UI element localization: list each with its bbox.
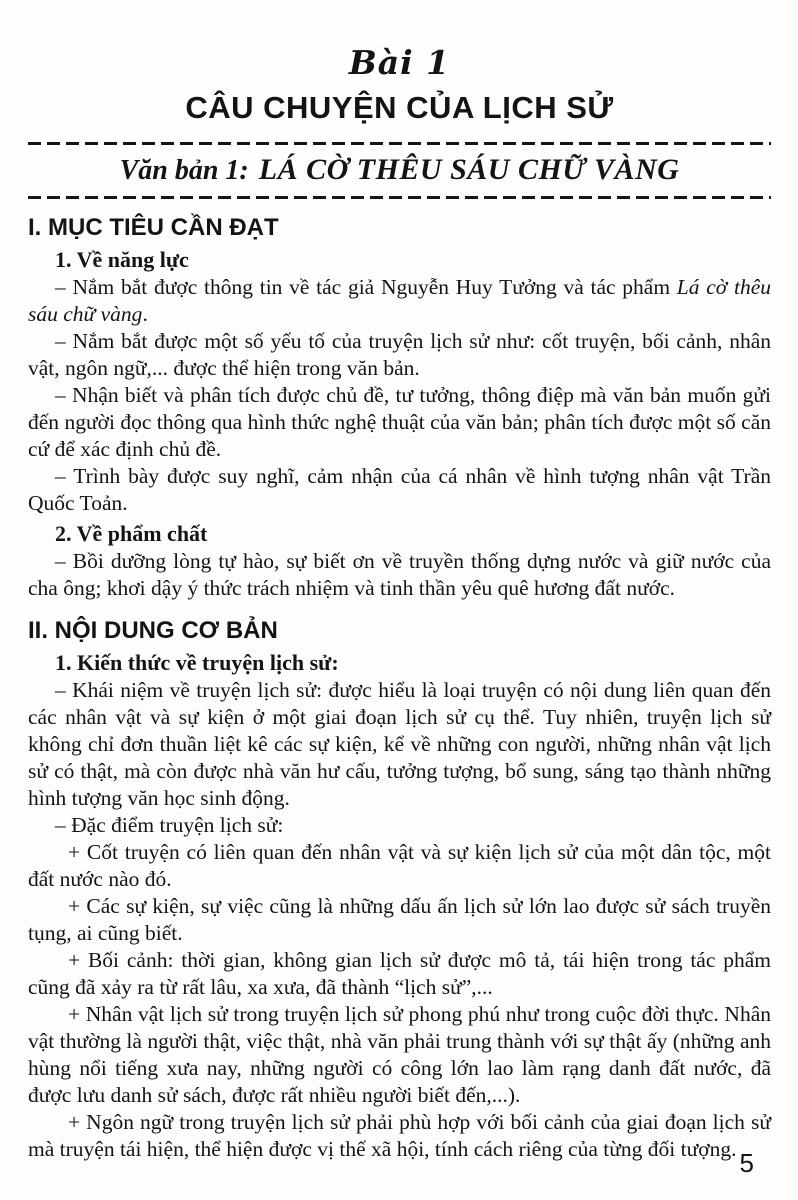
lesson-label: Bài 1 <box>348 43 451 82</box>
paragraph <box>28 274 771 328</box>
paragraph: – Nắm bắt được một số yếu tố của truyện lịch sử như: cốt truyện, bối cảnh, nhân vật, ngôn ngữ,... được thể hiện trong văn bản. <box>28 329 771 380</box>
sub-heading-kien-thuc: 1. Kiến thức về truyện lịch sử: <box>55 650 339 675</box>
page-title: CÂU CHUYỆN CỦA LỊCH SỬ <box>185 90 614 125</box>
dashed-divider-bottom <box>28 196 771 199</box>
paragraph: + Bối cảnh: thời gian, không gian lịch sử được mô tả, tái hiện trong tác phẩm cũng đã xảy ra từ rất lâu, xa xưa, đã thành “lịch sử”,... <box>28 948 771 999</box>
banner-title: LÁ CỜ THÊU SÁU CHỮ VÀNG <box>258 153 680 186</box>
paragraph: – Trình bày được suy nghĩ, cảm nhận của cá nhân về hình tượng nhân vật Trần Quốc Toản. <box>28 464 771 515</box>
paragraph: + Nhân vật lịch sử trong truyện lịch sử phong phú như trong cuộc đời thực. Nhân vật thường là người thật, việc thật, nhà văn phải trung thành với sự thật ấy (những anh hùng nổi tiếng xưa nay, những người có công lớn lao làm rạng danh đất nước, đã được lưu danh sử sách, được rất nhiều người biết đến,...). <box>28 1002 771 1107</box>
paragraph: + Các sự kiện, sự việc cũng là những dấu ấn lịch sử lớn lao được sử sách truyền tụng, ai cũng biết. <box>28 894 771 945</box>
section-heading-noi-dung: II. NỘI DUNG CƠ BẢN <box>28 617 278 644</box>
paragraph-text: . <box>142 302 148 326</box>
paragraph: + Cốt truyện có liên quan đến nhân vật và sự kiện lịch sử của một dân tộc, một đất nước nào đó. <box>28 840 771 891</box>
sub-heading-pham-chat: 2. Về phẩm chất <box>55 521 208 546</box>
paragraph: + Ngôn ngữ trong truyện lịch sử phải phù hợp với bối cảnh của giai đoạn lịch sử mà truyện tái hiện, thể hiện được vị thế xã hội, tính cách riêng của từng đối tượng. <box>28 1110 771 1161</box>
banner-prefix: Văn bản 1: <box>119 155 249 186</box>
section-heading-muc-tieu: I. MỤC TIÊU CẦN ĐẠT <box>28 214 279 241</box>
paragraph-text: – Nắm bắt được thông tin về tác giả Nguyễn Huy Tưởng và tác phẩm <box>55 275 677 299</box>
paragraph: – Bồi dưỡng lòng tự hào, sự biết ơn về truyền thống dựng nước và giữ nước của cha ông; khơi dậy ý thức trách nhiệm và tinh thần yêu quê hương đất nước. <box>28 549 771 600</box>
banner-text <box>28 145 771 196</box>
paragraph: – Nhận biết và phân tích được chủ đề, tư tưởng, thông điệp mà văn bản muốn gửi đến người đọc thông qua hình thức nghệ thuật của văn bản; phân tích được một số căn cứ để xác định chủ đề. <box>28 383 771 461</box>
paragraph: – Đặc điểm truyện lịch sử: <box>55 813 284 837</box>
paragraph: – Khái niệm về truyện lịch sử: được hiểu là loại truyện có nội dung liên quan đến các nhân vật và sự kiện ở một giai đoạn lịch sử cụ thể. Tuy nhiên, truyện lịch sử không chỉ đơn thuần liệt kê các sự kiện, kể về những con người, những nhân vật lịch sử có thật, mà còn được nhà văn hư cấu, tưởng tượng, bổ sung, sáng tạo thành những hình tượng văn học sinh động. <box>28 678 771 810</box>
page-number: 5 <box>739 1148 754 1178</box>
work-title-italic: Lá cờ thêu sáu chữ vàng <box>28 275 771 326</box>
text-banner <box>28 142 771 199</box>
sub-heading-nang-luc: 1. Về năng lực <box>55 247 189 272</box>
